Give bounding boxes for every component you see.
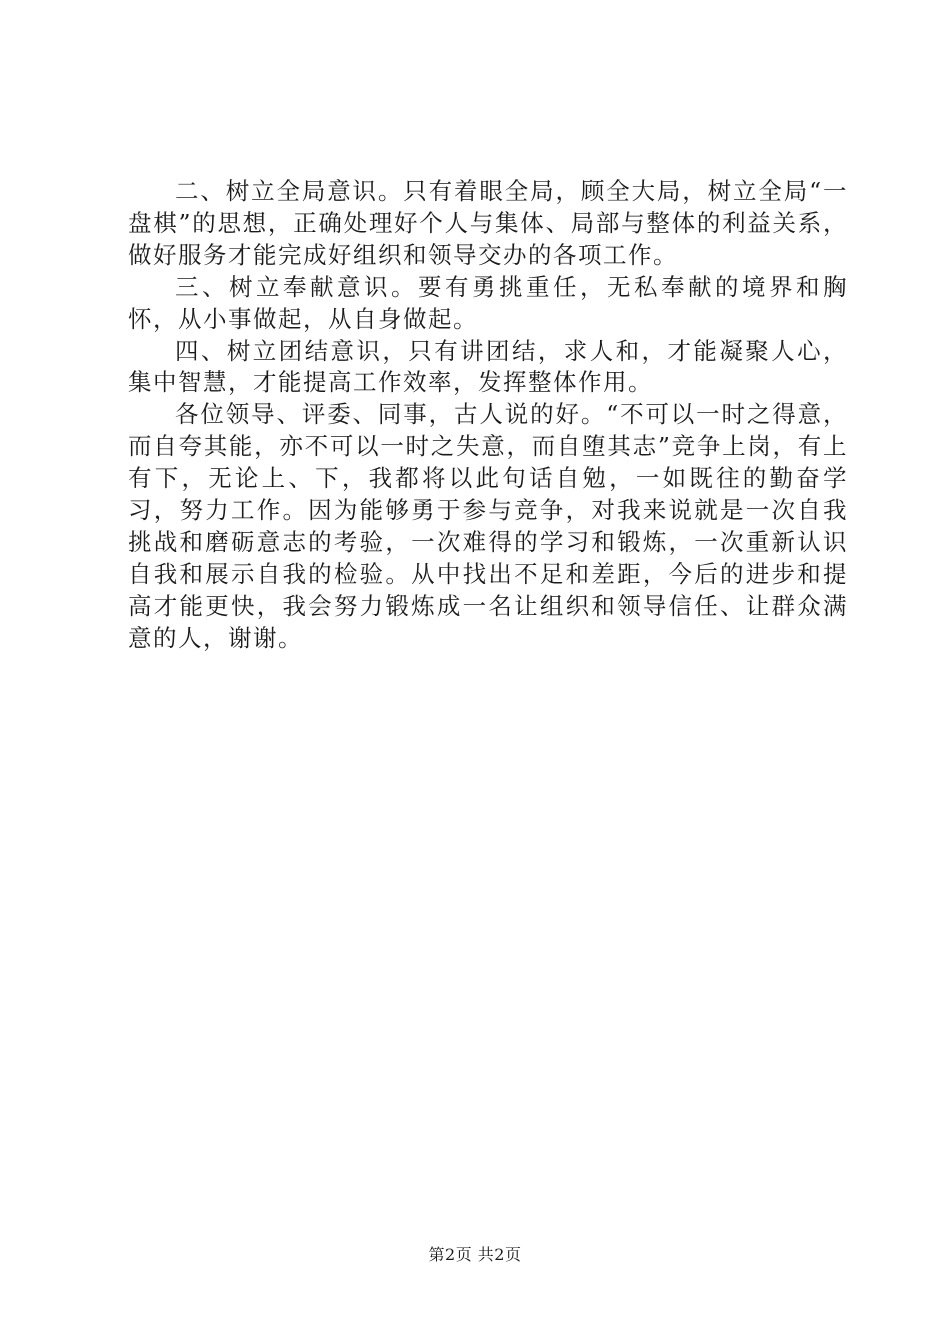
document-body <box>128 176 848 655</box>
page-number-footer: 第2页 共2页 <box>428 1245 522 1264</box>
paragraph-global-awareness: 二、树立全局意识。只有着眼全局，顾全大局，树立全局“一盘棋”的思想，正确处理好个人与集体、局部与整体的利益关系，做好服务才能完成好组织和领导交办的各项工作。 <box>128 177 848 269</box>
paragraph-closing-remarks: 各位领导、评委、同事，古人说的好。“不可以一时之得意，而自夸其能，亦不可以一时之失意，而自堕其志”竞争上岗，有上有下，无论上、下，我都将以此句话自勉，一如既往的勤奋学习，努力工作。因为能够勇于参与竞争，对我来说就是一次自我挑战和磨砺意志的考验，一次难得的学习和锻炼，一次重新认识自我和展示自我的检验。从中找出不足和差距，今后的进步和提高才能更快，我会努力锻炼成一名让组织和领导信任、让群众满意的人，谢谢。 <box>128 400 848 652</box>
paragraph-dedication-awareness: 三、树立奉献意识。要有勇挑重任，无私奉献的境界和胸怀，从小事做起，从自身做起。 <box>128 272 848 333</box>
paragraph-unity-awareness: 四、树立团结意识，只有讲团结，求人和，才能凝聚人心，集中智慧，才能提高工作效率，发挥整体作用。 <box>128 336 848 397</box>
